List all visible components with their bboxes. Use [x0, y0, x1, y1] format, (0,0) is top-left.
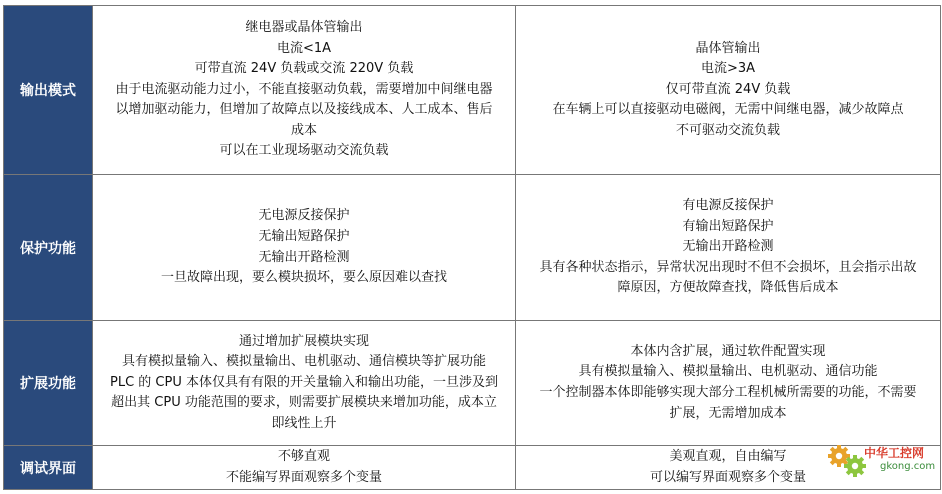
cell-line: 可带直流 24V 负载或交流 220V 负载 — [194, 61, 414, 77]
cell-line: 扩展，无需增加成本 — [669, 405, 787, 421]
cell-line: 以增加驱动能力，但增加了故障点以及接线成本、人工成本、售后 — [115, 102, 493, 118]
table-row-debug-ui — [4, 446, 941, 490]
cell-line: 具有模拟量输入、模拟量输出、电机驱动、通信模块等扩展功能 — [121, 354, 486, 370]
cell-line: 本体内含扩展，通过软件配置实现 — [630, 343, 826, 359]
cell-line: 通过增加扩展模块实现 — [238, 333, 369, 349]
cell-line: 晶体管输出 — [695, 40, 761, 56]
cell-line: 可以编写界面观察多个变量 — [649, 469, 806, 485]
cell-line: 成本 — [290, 122, 317, 138]
cell-line: 一旦故障出现，要么模块损坏，要么原因难以查找 — [160, 270, 447, 286]
cell-left-output-mode — [93, 6, 516, 175]
cell-left-protection — [93, 175, 516, 321]
row-header-expansion: 扩展功能 — [4, 321, 93, 446]
cell-line: 有电源反接保护 — [682, 198, 774, 214]
cell-line: 即线性上升 — [271, 415, 337, 431]
watermark-logo — [826, 440, 936, 480]
cell-line: 无输出开路检测 — [258, 249, 350, 265]
cell-line: 电流>3A — [700, 61, 756, 77]
cell-line: 无电源反接保护 — [258, 208, 350, 224]
cell-line: 由于电流驱动能力过小，不能直接驱动负载，需要增加中间继电器 — [115, 81, 493, 97]
cell-line: 有输出短路保护 — [682, 218, 774, 234]
cell-line: 继电器或晶体管输出 — [245, 19, 363, 35]
cell-line: 具有模拟量输入、模拟量输出、电机驱动、通信功能 — [578, 364, 878, 380]
cell-line: 美观直观，自由编写 — [669, 448, 787, 464]
cell-line: 在车辆上可以直接驱动电磁阀，无需中间继电器，减少故障点 — [552, 102, 904, 118]
table-row-expansion — [4, 321, 941, 446]
watermark-url: gkong.com — [880, 461, 936, 472]
cell-line: 无输出开路检测 — [682, 239, 774, 255]
cell-right-protection — [516, 175, 941, 321]
cell-line: 不能编写界面观察多个变量 — [225, 469, 382, 485]
cell-left-expansion — [93, 321, 516, 446]
cell-line: 无输出短路保护 — [258, 228, 350, 244]
comparison-table — [3, 5, 941, 490]
watermark-name: 中华工控网 — [864, 446, 925, 460]
cell-line: 障原因，方便故障查找，降低售后成本 — [617, 280, 839, 296]
cell-line: 不够直观 — [277, 448, 330, 464]
cell-line: 不可驱动交流负载 — [675, 122, 780, 138]
cell-line: 一个控制器本体即能够实现大部分工程机械所需要的功能，不需要 — [539, 385, 917, 400]
cell-right-output-mode — [516, 6, 941, 175]
cell-line: PLC 的 CPU 本体仅具有有限的开关量输入和输出功能，一旦涉及到 — [110, 374, 498, 390]
cell-line: 可以在工业现场驱动交流负载 — [219, 143, 389, 159]
cell-right-expansion — [516, 321, 941, 446]
row-header-output-mode: 输出模式 — [4, 6, 93, 175]
cell-line: 具有各种状态指示，异常状况出现时不但不会损坏，且会指示出故 — [539, 259, 917, 275]
table-row-output-mode — [4, 6, 941, 175]
cell-line: 超出其 CPU 功能范围的要求，则需要扩展模块来增加功能，成本立 — [111, 395, 497, 411]
table-row-protection — [4, 175, 941, 321]
cell-left-debug-ui — [93, 446, 516, 490]
cell-line: 电流<1A — [276, 40, 332, 56]
row-header-debug-ui: 调试界面 — [4, 446, 93, 490]
cell-line: 仅可带直流 24V 负载 — [665, 81, 791, 97]
row-header-protection: 保护功能 — [4, 175, 93, 321]
